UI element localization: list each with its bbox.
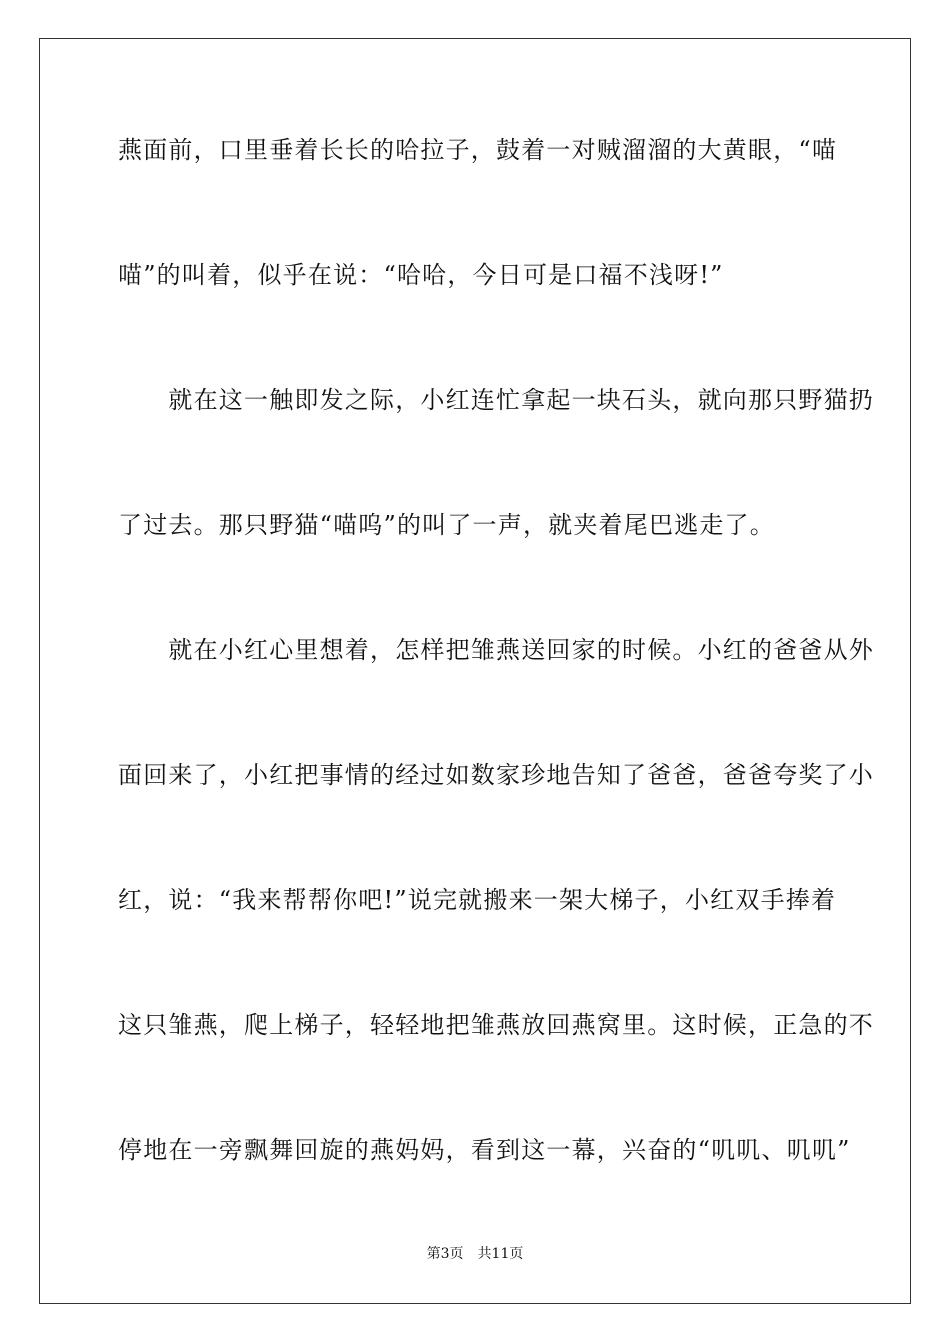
page-footer xyxy=(0,1245,950,1263)
text-line: 燕面前，口里垂着长长的哈拉子，鼓着一对贼溜溜的大黄眼，“喵 xyxy=(118,136,838,164)
text-line: 喵”的叫着，似乎在说：“哈哈，今日可是口福不浅呀!” xyxy=(118,261,724,289)
text-line: 面回来了，小红把事情的经过如数家珍地告知了爸爸，爸爸夸奖了小 xyxy=(118,761,874,789)
text-line: 这只雏燕，爬上梯子，轻轻地把雏燕放回燕窝里。这时候，正急的不 xyxy=(118,1011,874,1039)
page-number: 第3页 xyxy=(426,1246,464,1262)
text-line: 停地在一旁飘舞回旋的燕妈妈，看到这一幕，兴奋的“叽叽、叽叽” xyxy=(118,1136,851,1164)
page-total: 共11页 xyxy=(477,1246,524,1262)
text-line: 就在小红心里想着，怎样把雏燕送回家的时候。小红的爸爸从外 xyxy=(118,636,874,664)
text-line: 就在这一触即发之际，小红连忙拿起一块石头，就向那只野猫扔 xyxy=(118,386,874,414)
text-line: 了过去。那只野猫“喵呜”的叫了一声，就夹着尾巴逃走了。 xyxy=(118,511,775,539)
text-line: 红，说：“我来帮帮你吧!”说完就搬来一架大梯子，小红双手捧着 xyxy=(118,886,837,914)
page-border xyxy=(39,38,911,1304)
